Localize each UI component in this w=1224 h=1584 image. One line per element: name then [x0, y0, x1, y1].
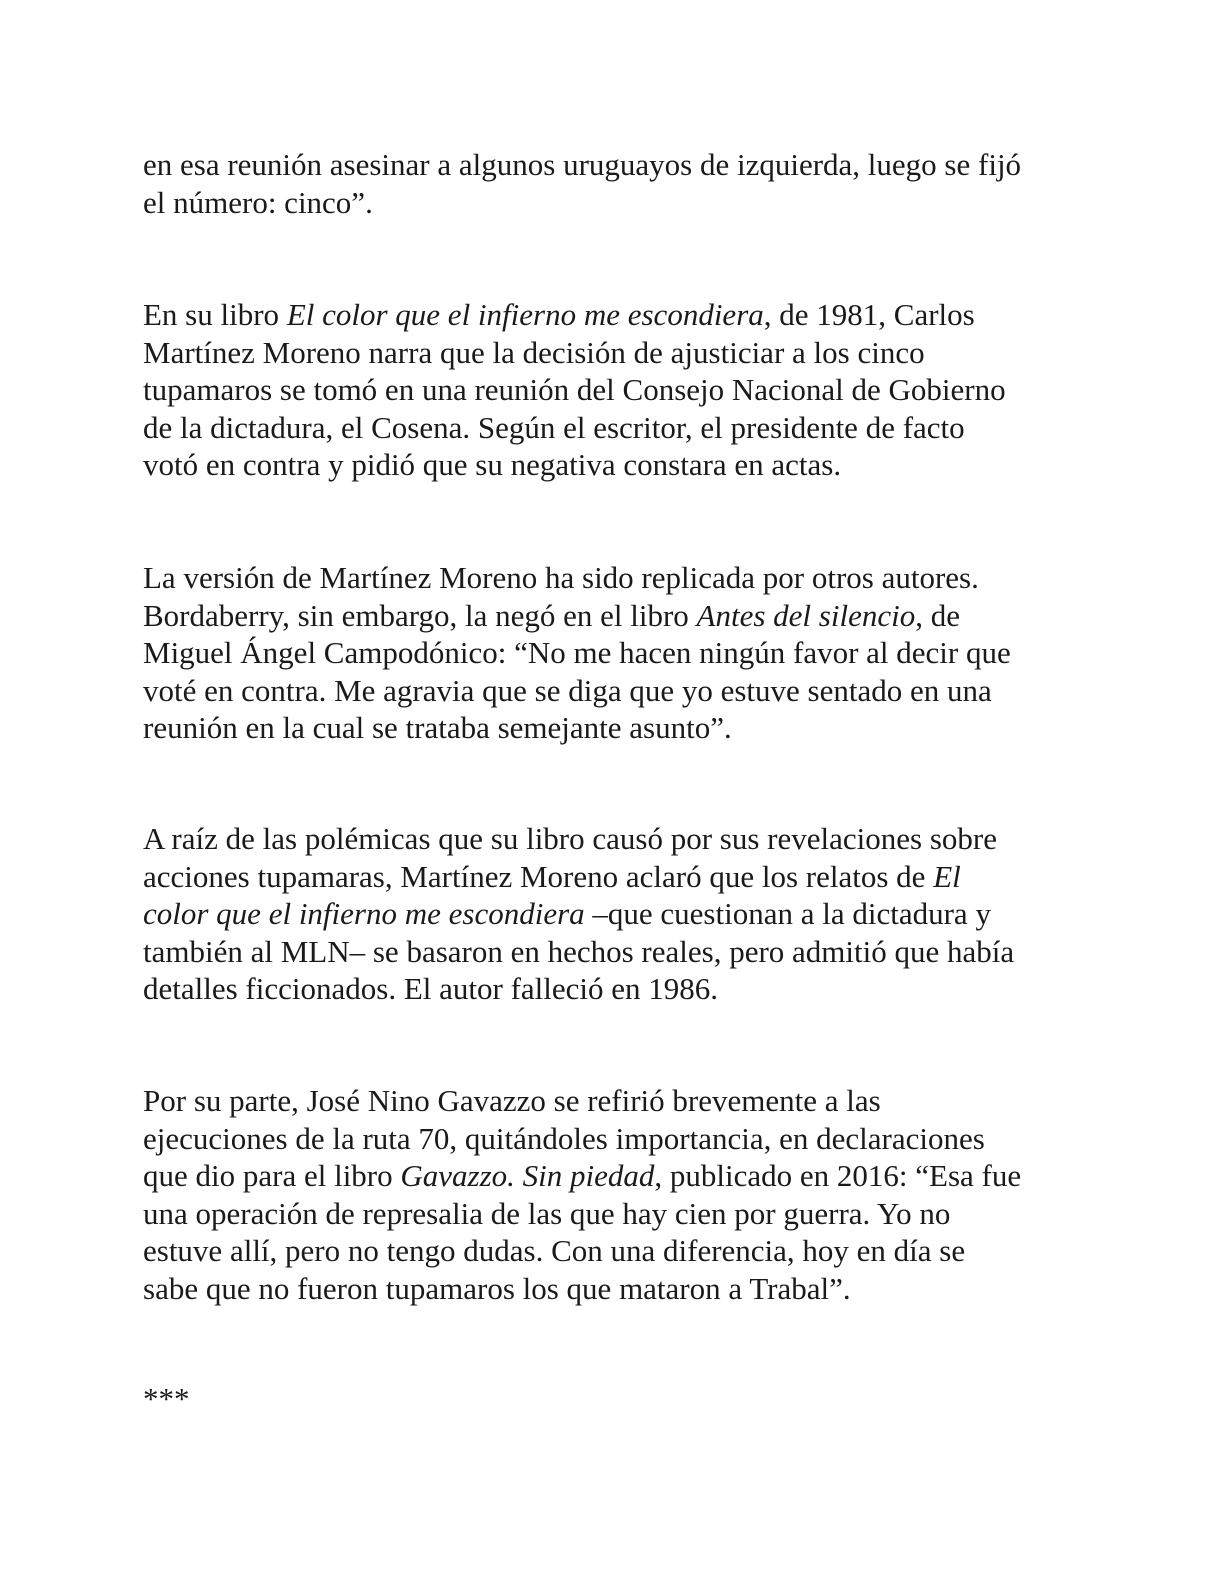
text-run: , de 1981, Carlos	[763, 297, 975, 332]
text-run: Bordaberry, sin embargo, la negó en el libro	[143, 597, 697, 633]
text-line: detalles ficcionados. El autor falleció en 1986.	[143, 971, 719, 1007]
text-line: estuve allí, pero no tengo dudas. Con una diferencia, hoy en día se	[143, 1233, 966, 1269]
book-title: El color que el infierno me escondiera	[286, 297, 764, 332]
book-title: Antes del silencio	[696, 597, 916, 633]
text-line	[143, 858, 1083, 896]
paragraph-2	[143, 296, 1083, 484]
section-separator: ***	[143, 1381, 190, 1416]
text-line: Por su parte, José Nino Gavazzo se refirió brevemente a las	[143, 1083, 881, 1118]
book-title: El	[933, 858, 961, 894]
paragraph-4	[143, 820, 1083, 1008]
paragraph-5	[143, 1082, 1083, 1308]
text-line: en esa reunión asesinar a algunos uruguayos de izquierda, luego se fijó	[143, 147, 1022, 182]
text-line: Martínez Moreno narra que la decisión de ajusticiar a los cinco	[143, 334, 925, 370]
text-line: votó en contra y pidió que su negativa constara en actas.	[143, 447, 842, 483]
text-line: La versión de Martínez Moreno ha sido replicada por otros autores.	[143, 560, 979, 595]
text-run: , de	[915, 597, 960, 633]
text-run: –que cuestionan a la dictadura y	[584, 896, 991, 932]
text-line: ejecuciones de la ruta 70, quitándoles importancia, en declaraciones	[143, 1120, 985, 1156]
book-title: Gavazzo. Sin piedad	[400, 1158, 655, 1194]
text-run: acciones tupamaras, Martínez Moreno aclaró que los relatos de	[143, 858, 934, 894]
text-line: sabe que no fueron tupamaros los que mataron a Trabal”.	[143, 1270, 851, 1306]
text-line	[143, 895, 1083, 933]
paragraph-3	[143, 559, 1083, 747]
book-title: color que el infierno me escondiera	[143, 896, 585, 932]
text-line: tupamaros se tomó en una reunión del Consejo Nacional de Gobierno	[143, 372, 1006, 408]
text-run: que dio para el libro	[143, 1158, 401, 1194]
text-line	[143, 296, 1083, 334]
text-line	[143, 1157, 1083, 1195]
text-line: voté en contra. Me agravia que se diga que yo estuve sentado en una	[143, 672, 992, 708]
text-line: Miguel Ángel Campodónico: “No me hacen ningún favor al decir que	[143, 635, 1011, 671]
text-line: reunión en la cual se trataba semejante asunto”.	[143, 710, 732, 746]
text-line	[143, 597, 1083, 635]
text-line: el número: cinco”.	[143, 184, 373, 220]
paragraph-1	[143, 146, 1083, 221]
text-line: una operación de represalia de las que hay cien por guerra. Yo no	[143, 1195, 951, 1231]
text-line: también al MLN– se basaron en hechos reales, pero admitió que había	[143, 933, 1015, 969]
text-line: de la dictadura, el Cosena. Según el escritor, el presidente de facto	[143, 409, 965, 445]
text-line: A raíz de las polémicas que su libro causó por sus revelaciones sobre	[143, 821, 997, 856]
text-run: , publicado en 2016: “Esa fue	[654, 1158, 1022, 1194]
text-run: En su libro	[143, 297, 287, 332]
